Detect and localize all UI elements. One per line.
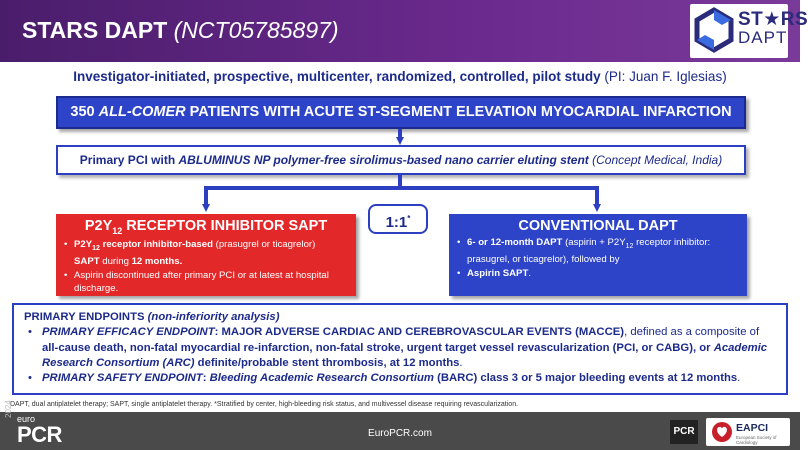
footnote: DAPT, dual antiplatelet therapy; SAPT, single antiplatelet therapy. *Stratified by center, high-bleeding risk status, and multivessel disease requiring revascularization. xyxy=(10,401,519,408)
eapci-logo xyxy=(706,418,790,446)
eapci-subtext: European Society of Cardiology xyxy=(736,435,777,445)
heart-icon xyxy=(711,421,733,443)
footer-year: 2024 xyxy=(4,400,13,418)
sapt-title-sub: 12 xyxy=(112,225,123,236)
logo-line1: ST★RS xyxy=(738,9,808,30)
endpoints-title: PRIMARY ENDPOINTS xyxy=(24,311,145,323)
sapt-b1-a: P2Y xyxy=(74,238,93,250)
study-design xyxy=(0,69,800,84)
dapt-b1-a: 6- or 12-month DAPT xyxy=(467,237,563,248)
dapt-b1-c: receptor inhibitor: prasugrel, or ticagrelor), followed by xyxy=(467,237,711,266)
sapt-b1-b: receptor inhibitor-based xyxy=(99,238,213,250)
sapt-title-rest: RECEPTOR INHIBITOR SAPT xyxy=(122,218,328,234)
sapt-arm-box xyxy=(56,214,356,296)
sapt-bullet-1 xyxy=(64,238,348,269)
randomization-ratio xyxy=(368,204,428,234)
hexagon-logo-icon xyxy=(694,8,734,54)
dapt-bullet-1 xyxy=(457,236,739,267)
patients-emph: ALL-COMER xyxy=(98,104,186,120)
endpoints-note: (non-inferiority analysis) xyxy=(147,311,280,323)
sapt-title-p2y: P2Y xyxy=(84,218,113,234)
sapt-b1-e: during xyxy=(99,256,132,268)
safety-label: PRIMARY SAFETY ENDPOINT xyxy=(42,372,203,385)
safety-barc-class: (BARC) class 3 or 5 major bleeding events at 12 months xyxy=(433,372,738,385)
dapt-b1-b: (aspirin + P2Y xyxy=(562,237,626,248)
eapci-text: EAPCI xyxy=(736,422,769,434)
page-title xyxy=(22,17,339,44)
dapt-bullet-2 xyxy=(457,267,739,281)
efficacy-label: PRIMARY EFFICACY ENDPOINT xyxy=(42,326,215,339)
pci-device: ABLUMINUS NP polymer-free sirolimus-based nano carrier eluting stent xyxy=(178,153,589,167)
stars-dapt-logo xyxy=(690,4,808,58)
ratio-footnote-mark: * xyxy=(407,214,411,223)
safety-period: . xyxy=(737,372,741,385)
patients-box xyxy=(56,96,746,129)
efficacy-endpoint xyxy=(24,325,776,371)
patients-count: 350 xyxy=(70,104,99,120)
efficacy-period: . xyxy=(459,356,463,369)
efficacy-arc: Academic Research Consortium (ARC) xyxy=(42,341,768,369)
principal-investigator: (PI: Juan F. Iglesias) xyxy=(604,69,727,84)
footer-website[interactable]: EuroPCR.com xyxy=(368,428,432,439)
ratio-value: 1:1 xyxy=(385,214,408,231)
dapt-arm-title: CONVENTIONAL DAPT xyxy=(518,218,678,234)
sapt-b1-f: 12 months. xyxy=(131,256,183,268)
logo-line2: DAPT xyxy=(738,28,788,47)
trial-name: STARS DAPT xyxy=(22,17,168,43)
sapt-bullet-2: • Aspirin discontinued after primary PCI or at latest at hospital discharge. xyxy=(64,269,348,296)
pci-manufacturer: (Concept Medical, India) xyxy=(592,153,723,167)
pci-prefix: Primary PCI with xyxy=(79,153,179,167)
europcr-logo: PCR xyxy=(17,422,62,447)
safety-endpoint xyxy=(24,371,776,386)
study-design-text: Investigator-initiated, prospective, multicenter, randomized, controlled, pilot study xyxy=(73,69,601,84)
pcr-logo: PCR xyxy=(670,420,698,444)
efficacy-components: all-cause death, non-fatal myocardial re-infarction, non-fatal stroke, urgent target vessel revascularization (PCI, or CABG), or xyxy=(42,341,714,354)
safety-colon: : xyxy=(202,372,210,385)
sapt-b1-sub: 12 xyxy=(92,244,100,252)
dapt-b1-sub: 12 xyxy=(625,242,634,250)
patients-desc: PATIENTS WITH ACUTE ST-SEGMENT ELEVATION MYOCARDIAL INFARCTION xyxy=(185,104,732,120)
sapt-b1-d: SAPT xyxy=(74,256,100,268)
dapt-arm-list xyxy=(449,234,747,280)
efficacy-macce: : MAJOR ADVERSE CARDIAC AND CEREBROVASCULAR EVENTS (MACCE) xyxy=(214,326,625,339)
efficacy-defined: , defined as a composite of xyxy=(624,326,760,339)
sapt-arm-title xyxy=(56,218,356,236)
endpoints-heading xyxy=(24,310,776,325)
endpoints-box xyxy=(12,303,788,395)
trial-id: (NCT05785897) xyxy=(173,17,339,43)
efficacy-thrombosis: definite/probable stent thrombosis, at 12 months xyxy=(194,356,460,369)
euro-label: euro xyxy=(17,414,36,424)
dapt-arm-box xyxy=(449,214,747,296)
dapt-b2-b: . xyxy=(528,267,531,279)
safety-barc-name: Bleeding Academic Research Consortium xyxy=(209,372,434,385)
sapt-b1-c: (prasugrel or ticagrelor) xyxy=(212,238,316,250)
sapt-arm-list xyxy=(56,236,356,296)
header-bar xyxy=(0,0,808,62)
dapt-b2-a: Aspirin SAPT xyxy=(467,267,529,279)
